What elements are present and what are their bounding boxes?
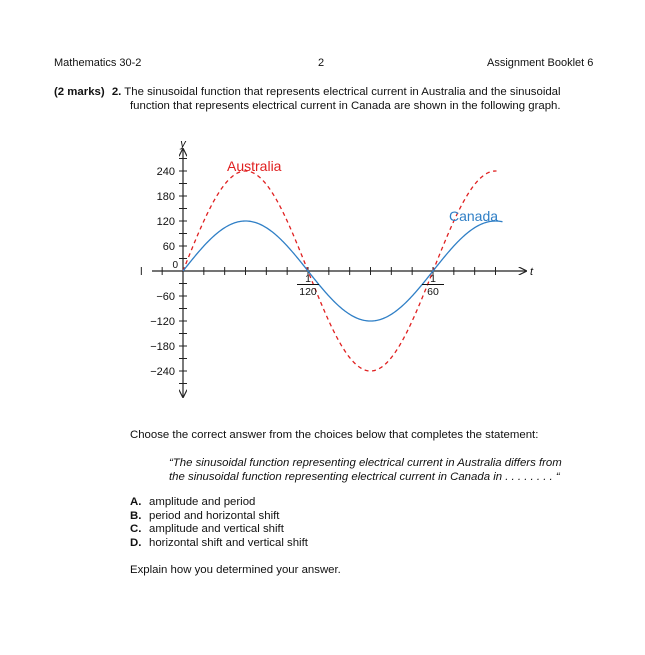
choice-text: amplitude and period (149, 496, 256, 508)
series-label-canada: Canada (449, 208, 499, 224)
x-tick-denominator: 120 (299, 286, 317, 298)
y-tick-label: −240 (150, 366, 175, 378)
question-text-line1: The sinusoidal function that represents electrical current in Australia and the sinusoidal (124, 86, 561, 98)
page-number: 2 (318, 57, 325, 69)
choice-c[interactable] (130, 523, 308, 537)
question-marks: (2 marks) (54, 86, 105, 98)
x-tick-numerator: 1 (305, 273, 311, 285)
y-tick-label: 120 (156, 216, 175, 228)
choice-text: amplitude and vertical shift (149, 523, 284, 535)
choice-letter: A. (130, 496, 142, 508)
course-title: Mathematics 30-2 (54, 57, 142, 69)
y-tick-label: 180 (156, 191, 175, 203)
question-block (54, 85, 614, 113)
choice-letter: B. (130, 509, 142, 522)
choice-b[interactable] (130, 510, 308, 524)
x-tick-numerator: 1 (430, 273, 436, 285)
question-number: 2. (111, 86, 122, 98)
choice-text: horizontal shift and vertical shift (149, 536, 308, 549)
choices-list (130, 496, 308, 550)
y-tick-label: 240 (156, 166, 175, 178)
question-text-line2: function that represents electrical current in Canada are shown in the following graph. (130, 100, 561, 112)
choice-a[interactable] (130, 496, 308, 510)
y-tick-label: −180 (150, 341, 175, 353)
choice-d[interactable] (130, 537, 308, 551)
origin-label: 0 (172, 260, 178, 271)
y-axis-label: y (180, 138, 186, 150)
sinusoid-graph (140, 135, 540, 415)
choice-letter: C. (130, 523, 142, 535)
booklet-title: Assignment Booklet 6 (487, 57, 594, 69)
statement (169, 456, 589, 484)
statement-line1: “The sinusoidal function representing electrical current in Australia differs from (169, 457, 562, 469)
y-tick-label: 60 (162, 241, 175, 253)
axes (141, 149, 526, 397)
instruction-text: Choose the correct answer from the choices below that completes the statement: (130, 429, 539, 441)
x-tick-denominator: 60 (427, 286, 439, 298)
explain-prompt: Explain how you determined your answer. (130, 564, 341, 576)
y-tick-label: −120 (150, 316, 175, 328)
labels-group (150, 138, 534, 378)
choice-text: period and horizontal shift (149, 509, 280, 522)
series-label-australia: Australia (227, 158, 282, 174)
y-tick-label: −60 (156, 291, 175, 303)
x-axis-label: t (530, 266, 534, 278)
choice-letter: D. (130, 536, 142, 549)
statement-line2: the sinusoidal function representing electrical current in Canada in . . . . . . . . “ (169, 471, 560, 483)
